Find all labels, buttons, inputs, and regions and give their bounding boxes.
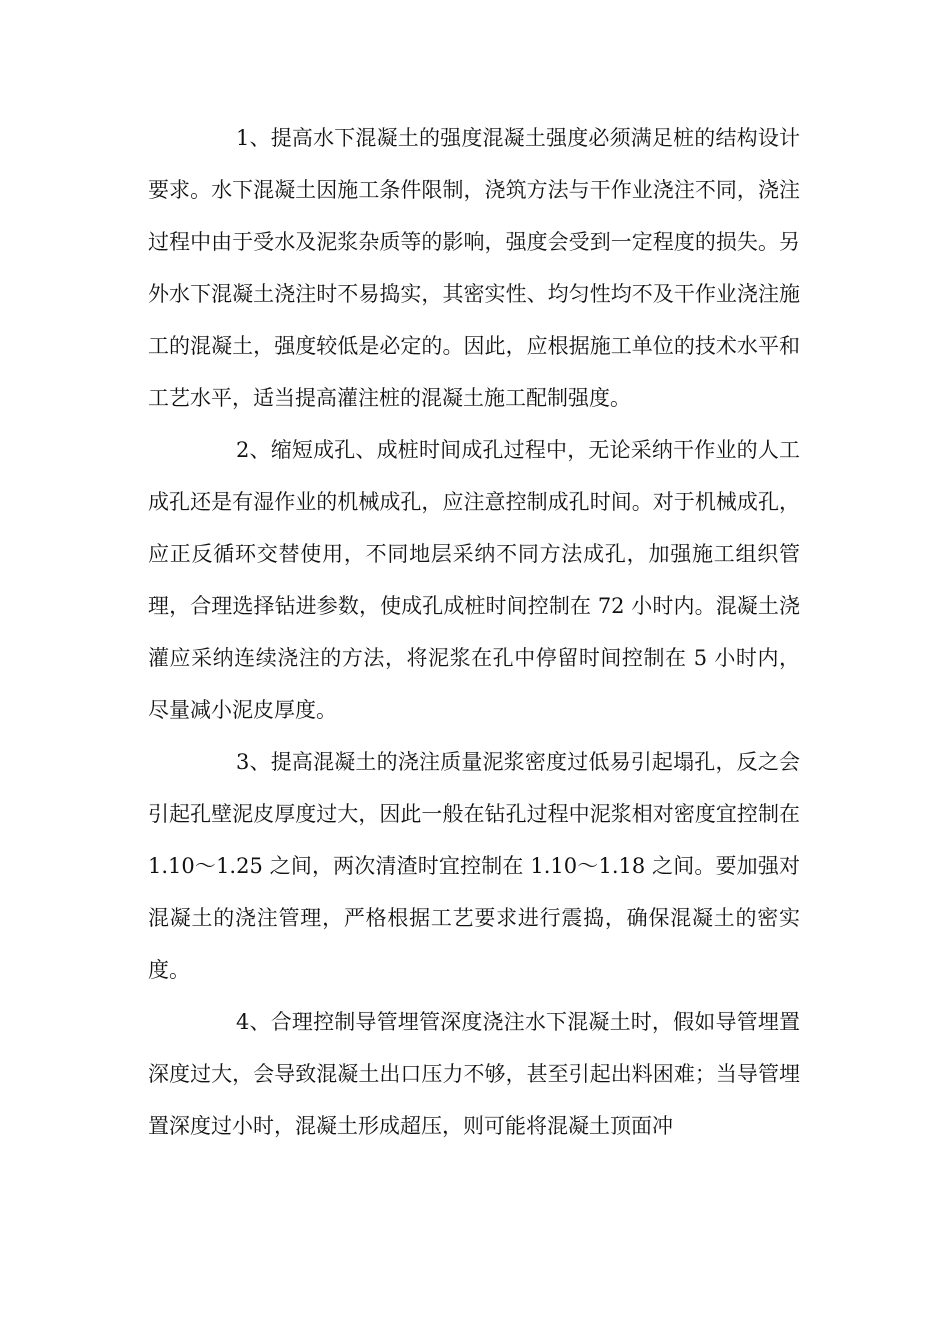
document-body: [148, 112, 800, 1152]
paragraph-2: 2、缩短成孔、成桩时间成孔过程中，无论采纳干作业的人工成孔还是有湿作业的机械成孔，应注意控制成孔时间。对于机械成孔，应正反循环交替使用，不同地层采纳不同方法成孔，加强施工组织管理，合理选择钻进参数，使成孔成桩时间控制在 72 小时内。混凝土浇灌应采纳连续浇注的方法，将泥浆在孔中停留时间控制在 5 小时内，尽量减小泥皮厚度。: [148, 438, 800, 722]
paragraph-3: 3、提高混凝土的浇注质量泥浆密度过低易引起塌孔，反之会引起孔壁泥皮厚度过大，因此一般在钻孔过程中泥浆相对密度宜控制在 1.10～1.25 之间，两次清渣时宜控制在 1.10～1.18 之间。要加强对混凝土的浇注管理，严格根据工艺要求进行震捣，确保混凝土的密实度。: [148, 750, 800, 982]
paragraph-4: 4、合理控制导管埋管深度浇注水下混凝土时，假如导管埋置深度过大，会导致混凝土出口压力不够，甚至引起出料困难；当导管埋置深度过小时，混凝土形成超压，则可能将混凝土顶面冲: [148, 1010, 800, 1138]
paragraph-1: 1、提高水下混凝土的强度混凝土强度必须满足桩的结构设计要求。水下混凝土因施工条件限制，浇筑方法与干作业浇注不同，浇注过程中由于受水及泥浆杂质等的影响，强度会受到一定程度的损失。另外水下混凝土浇注时不易捣实，其密实性、均匀性均不及干作业浇注施工的混凝土，强度较低是必定的。因此，应根据施工单位的技术水平和工艺水平，适当提高灌注桩的混凝土施工配制强度。: [148, 126, 800, 410]
